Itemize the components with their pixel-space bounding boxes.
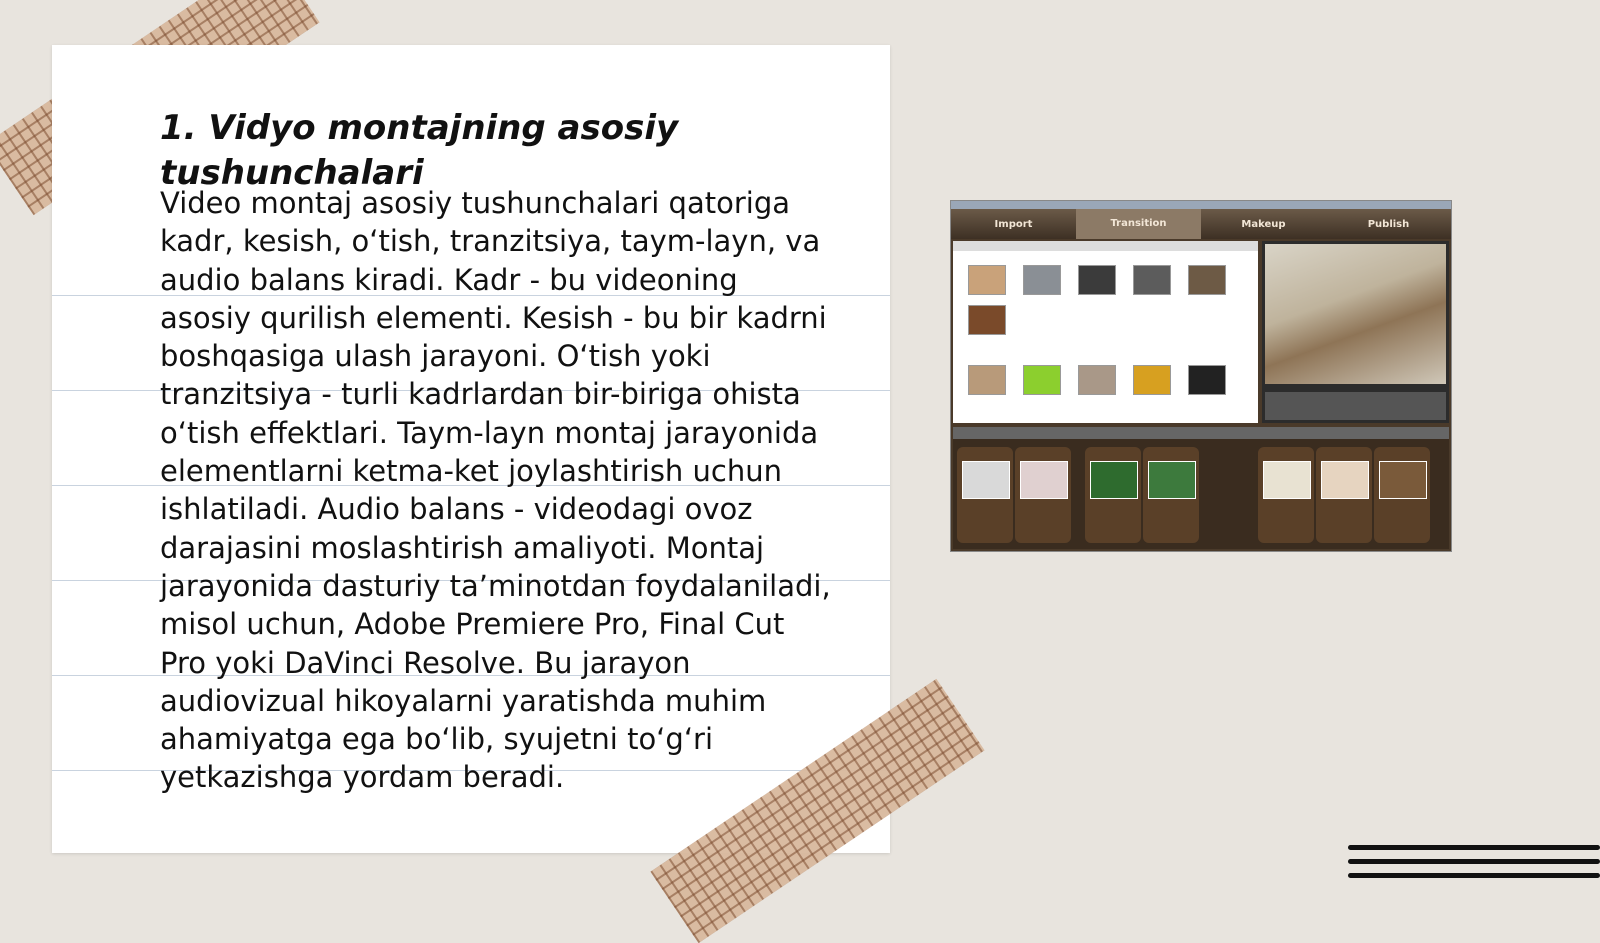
screenshot-main-area (953, 241, 1449, 423)
screenshot-preview-pane (1262, 241, 1449, 423)
timeline-toolbar (953, 427, 1449, 439)
screenshot-media-library (953, 241, 1258, 423)
timeline-clip (1143, 447, 1199, 543)
preview-controls (1265, 392, 1446, 420)
library-thumbnail (1078, 265, 1116, 295)
slide-title: 1. Vidyo montajning asosiy tushunchalari (160, 108, 679, 193)
screenshot-titlebar (951, 201, 1451, 209)
library-thumbnail (1078, 365, 1116, 395)
clip-thumbnail (962, 461, 1010, 499)
preview-photo (1265, 244, 1446, 384)
decorative-line (1348, 873, 1600, 878)
timeline-clip (1085, 447, 1141, 543)
screenshot-timeline (953, 427, 1449, 549)
decorative-line (1348, 859, 1600, 864)
library-thumbnail (1023, 265, 1061, 295)
toolbar-transition-label: Transition (1076, 209, 1201, 239)
clip-thumbnail (1020, 461, 1068, 499)
clip-thumbnail (1379, 461, 1427, 499)
library-thumbnail (1133, 365, 1171, 395)
screenshot-toolbar (951, 209, 1451, 239)
timeline-clip (1374, 447, 1430, 543)
clip-thumbnail (1148, 461, 1196, 499)
decorative-lines (1348, 845, 1600, 887)
library-thumbnail (1133, 265, 1171, 295)
timeline-clip (957, 447, 1013, 543)
library-thumbnail (968, 365, 1006, 395)
video-editor-screenshot (950, 200, 1452, 552)
library-thumbnail (968, 265, 1006, 295)
slide-body-text: Video montaj asosiy tushunchalari qatoriga kadr, kesish, o‘tish, tranzitsiya, taym-layn, va audio balans kiradi. Kadr - bu videoning asosiy qurilish elementi. Kesish - bu bir kadrni boshqasiga ulash jarayoni. O‘tish yoki tranzitsiya - turli kadrlardan bir-biriga ohista o‘tish effektlari. Taym-layn montaj jarayonida elementlarni ketma-ket joylashtirish uchun ishlatiladi. Audio balans - videodagi ovoz darajasini moslashtirish amaliyoti. Montaj jarayonida dasturiy ta’minotdan foydalaniladi, misol uchun, Adobe Premiere Pro, Final Cut Pro yoki DaVinci Resolve. Bu jarayon audiovizual hikoyalarni yaratishda muhim ahamiyatga ega bo‘lib, syujetni to‘g‘ri yetkazishga yordam beradi. (160, 186, 831, 795)
library-thumbnail (968, 305, 1006, 335)
timeline-clip (1316, 447, 1372, 543)
decorative-line (1348, 845, 1600, 850)
toolbar-publish-label: Publish (1367, 218, 1410, 230)
library-tabs (953, 241, 1258, 251)
toolbar-makeup-label: Makeup (1241, 218, 1286, 230)
library-thumbnail (1188, 365, 1226, 395)
timeline-clip (1015, 447, 1071, 543)
clip-thumbnail (1090, 461, 1138, 499)
library-thumbnail (1188, 265, 1226, 295)
clip-thumbnail (1321, 461, 1369, 499)
timeline-clip (1258, 447, 1314, 543)
toolbar-import-label: Import (994, 218, 1033, 230)
library-thumbnail (1023, 365, 1061, 395)
clip-thumbnail (1263, 461, 1311, 499)
